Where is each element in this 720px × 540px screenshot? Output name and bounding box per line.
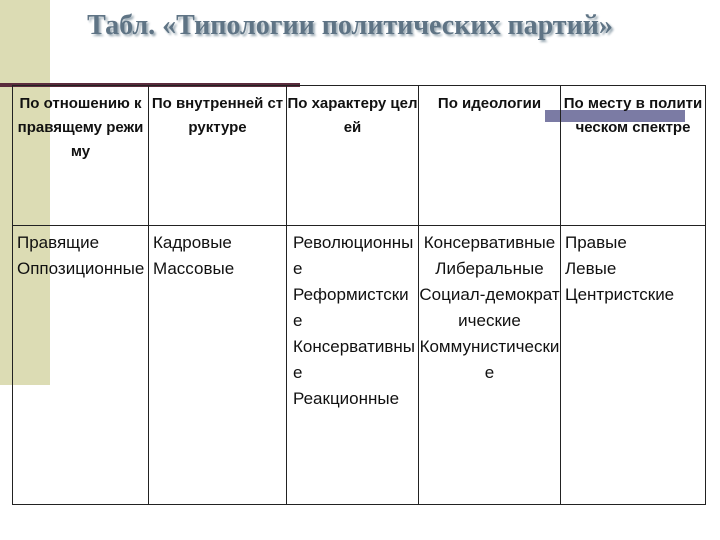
header-ideology: По идеологии	[419, 86, 561, 226]
list-item: Либеральные	[435, 259, 544, 278]
list-item: Правые	[565, 233, 627, 252]
list-item: Социал-демократические	[419, 285, 560, 330]
list-item: Реформистские	[293, 285, 409, 330]
list-item: Консервативные	[293, 337, 415, 382]
list-item: Революционные	[293, 233, 414, 278]
cell-regime	[13, 226, 149, 505]
list-item: Центристские	[565, 285, 675, 304]
typology-table	[12, 85, 706, 505]
list-item: Консервативные	[423, 233, 556, 252]
cell-spectrum	[561, 226, 706, 505]
header-goals: По характеру целей	[287, 86, 419, 226]
cell-structure	[149, 226, 287, 505]
header-structure: По внутренней структуре	[149, 86, 287, 226]
cell-ideology	[419, 226, 561, 505]
header-regime: По отношению к правящему режиму	[13, 86, 149, 226]
list-item: Левые	[565, 259, 617, 278]
table-header-row	[13, 86, 706, 226]
table-row	[13, 226, 706, 505]
list-item: Реакционные	[293, 389, 400, 408]
list-item: Кадровые	[153, 233, 232, 252]
list-item: Оппозиционные	[17, 259, 145, 278]
list-item: Массовые	[153, 259, 235, 278]
header-spectrum: По месту в политическом спектре	[561, 86, 706, 226]
cell-goals	[287, 226, 419, 505]
slide-title: Табл. «Типологии политических партий»	[87, 10, 613, 41]
list-item: Правящие	[17, 233, 100, 252]
list-item: Коммунистические	[419, 337, 560, 382]
